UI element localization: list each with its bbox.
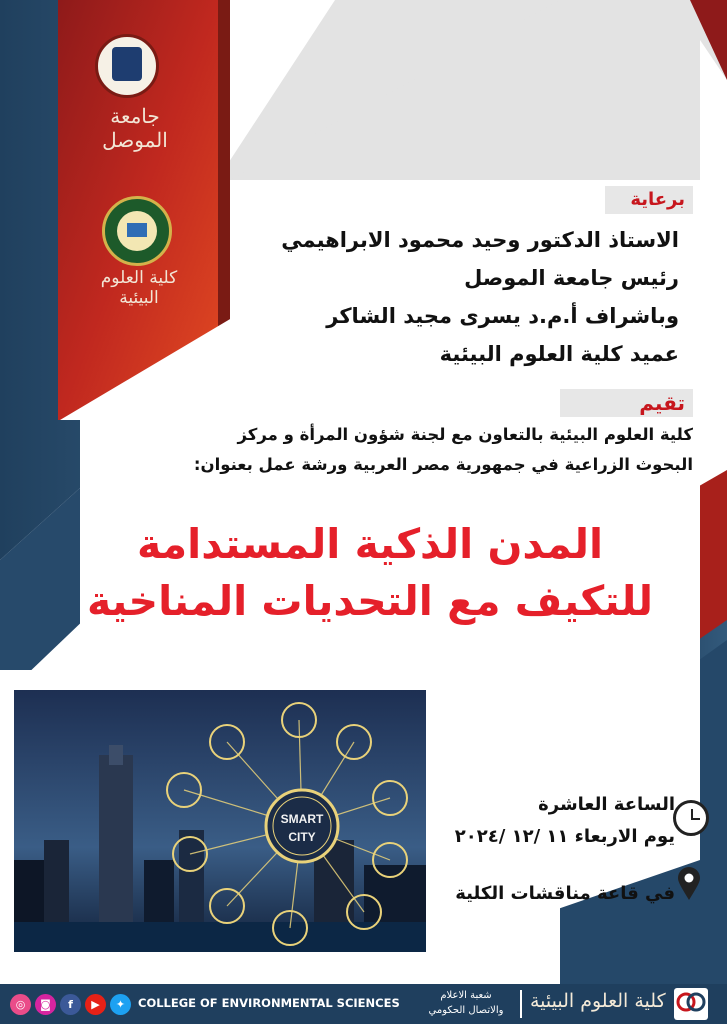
sponsor-line-2: رئيس جامعة الموصل (464, 266, 679, 290)
smart-city-badge-line-2: CITY (288, 830, 316, 844)
dribbble-icon[interactable]: ◎ (10, 994, 31, 1015)
footer-divider (520, 990, 522, 1018)
presents-line-2: البحوث الزراعية في جمهورية مصر العربية ورشة عمل بعنوان: (193, 455, 693, 474)
sponsor-line-4: عميد كلية العلوم البيئية (439, 342, 679, 366)
presents-line-1: كلية العلوم البيئية بالتعاون مع لجنة شؤون المرأة و مركز (237, 425, 693, 444)
instagram-icon[interactable]: ◙ (35, 994, 56, 1015)
sponsor-line-1: الاستاذ الدكتور وحيد محمود الابراهيمي (281, 228, 679, 252)
college-logo (102, 196, 172, 266)
footer-bar (0, 984, 727, 1024)
workshop-title-line-2: للتكيف مع التحديات المناخية (86, 577, 654, 625)
mosul-university-logo (95, 34, 159, 98)
workshop-title-line-1: المدن الذكية المستدامة (136, 520, 604, 568)
footer-media-division (420, 988, 512, 1018)
footer-college-name-en: COLLEGE OF ENVIRONMENTAL SCIENCES (138, 996, 400, 1010)
sponsor-label: برعاية (605, 186, 693, 214)
university-name: جامعة الموصل (102, 104, 168, 152)
smart-city-image (14, 690, 426, 952)
college-name: كلية العلوم البيئية (100, 268, 178, 308)
event-venue: في قاعة مناقشات الكلية (455, 883, 675, 904)
footer-college-logo (674, 988, 708, 1020)
facebook-icon[interactable]: f (60, 994, 81, 1015)
event-time: الساعة العاشرة (538, 794, 675, 815)
clock-icon (673, 800, 709, 836)
sponsor-line-3: وباشراف أ.م.د يسرى مجيد الشاكر (326, 304, 679, 328)
footer-college-name-ar: كلية العلوم البيئية (530, 990, 666, 1012)
youtube-icon[interactable]: ▶ (85, 994, 106, 1015)
footer-media-division-line-1: شعبة الاعلام (440, 990, 492, 1001)
footer-media-division-line-2: والاتصال الحكومي (428, 1005, 504, 1016)
location-pin-icon (678, 867, 700, 901)
event-date: يوم الاربعاء ١١ /١٢ /٢٠٢٤ (454, 826, 675, 847)
presents-label: تقيم (560, 389, 693, 417)
smart-city-badge-line-1: SMART (280, 812, 324, 826)
twitter-icon[interactable]: ✦ (110, 994, 131, 1015)
